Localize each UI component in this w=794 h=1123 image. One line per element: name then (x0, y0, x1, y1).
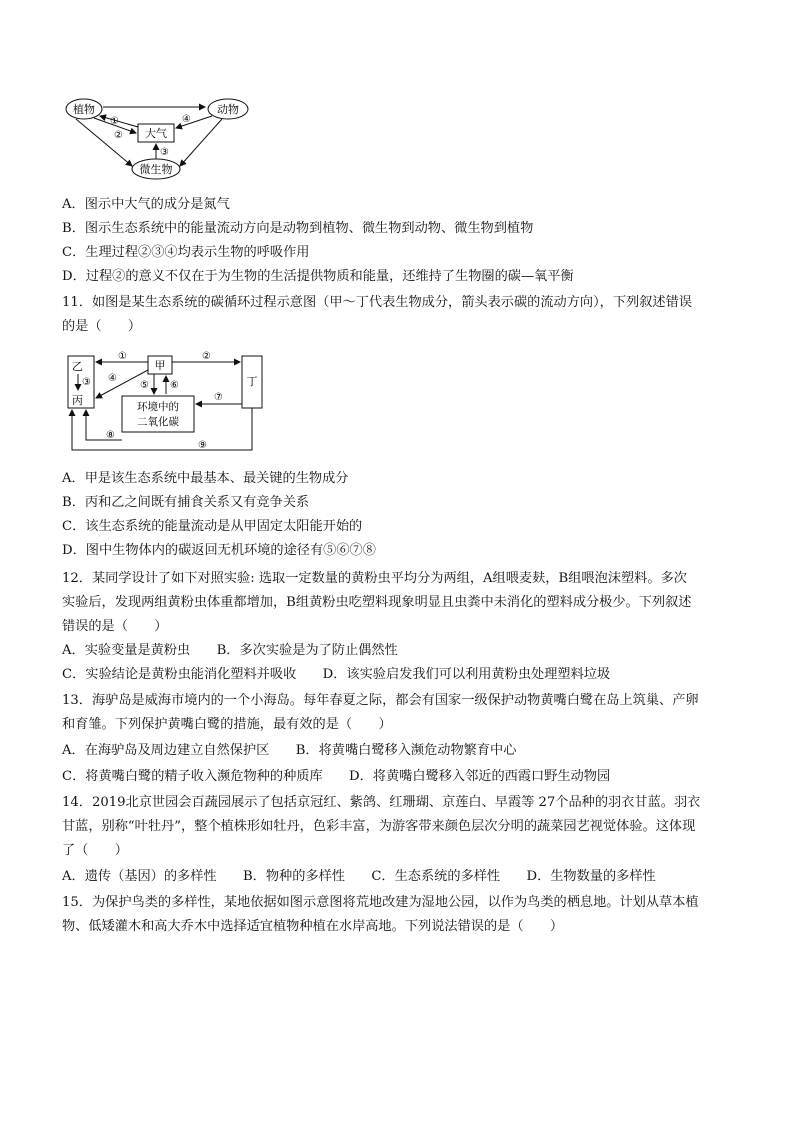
q15-stem-line2: 物、低矮灌木和高大乔木中选择适宜植物种植在水岸高地。下列说法错误的是（ ） (62, 919, 564, 934)
label-yi: 乙 (72, 360, 83, 373)
label-env-line2: 二氧化碳 (137, 416, 179, 428)
node-animal-label: 动物 (217, 103, 239, 116)
q14-stem-line1: 14．2019北京世园会百蔬园展示了包括京冠红、紫鸽、红珊瑚、京莲白、早霞等 27个品种的羽衣甘蓝。羽衣 (62, 795, 701, 810)
carbon-cycle-diagram-1 (62, 92, 252, 180)
label-env-line1: 环境中的 (137, 401, 179, 413)
arrow-9 (72, 408, 252, 450)
q11-stem-line1: 11．如图是某生态系统的碳循环过程示意图（甲～丁代表生物成分，箭头表示碳的流动方向），下列叙述错误 (62, 295, 692, 310)
carbon-cycle-diagram-2 (62, 350, 272, 454)
num-8: ⑧ (106, 430, 115, 441)
num-4: ④ (108, 373, 117, 384)
label-c1: ① (110, 116, 119, 127)
q10-option-d[interactable]: D．过程②的意义不仅在于为生物的生活提供物质和能量，还维持了生物圈的碳—氧平衡 (62, 269, 574, 284)
q12-stem-line3: 错误的是（ ） (62, 619, 168, 634)
q13-options-ab[interactable]: A．在海驴岛及周边建立自然保护区 B．将黄嘴白鹭移入濒危动物繁育中心 (62, 743, 517, 758)
q10-option-c[interactable]: C．生理过程②③④均表示生物的呼吸作用 (62, 245, 310, 260)
q15-stem-line1: 15．为保护鸟类的多样性，某地依据如图示意图将荒地改建为湿地公园，以作为鸟类的栖息地。计划从草本植 (62, 895, 699, 910)
label-bing: 丙 (72, 394, 83, 407)
q12-stem-line2: 实验后，发现两组黄粉虫体重都增加，B组黄粉虫吃塑料现象明显且虫粪中未消化的塑料成分极少。下列叙述 (62, 595, 692, 610)
q14-stem-line3: 了（ ） (62, 843, 128, 858)
q12-options-ab[interactable]: A．实验变量是黄粉虫 B．多次实验是为了防止偶然性 (62, 643, 398, 658)
arrow-atm-plant (100, 116, 138, 127)
node-microbe-label: 微生物 (139, 163, 173, 176)
label-c2: ② (114, 130, 123, 141)
q11-option-b[interactable]: B．丙和乙之间既有捕食关系又有竞争关系 (62, 495, 310, 510)
q10-option-a[interactable]: A．图示中大气的成分是氮气 (62, 197, 230, 212)
num-9: ⑨ (198, 440, 207, 451)
label-c4: ④ (182, 114, 191, 125)
label-ding: 丁 (246, 375, 258, 388)
num-1: ① (118, 351, 127, 362)
q13-stem-line1: 13．海驴岛是威海市境内的一个小海岛。每年春夏之际，都会有国家一级保护动物黄嘴白鹭在岛上筑巢、产卵 (62, 693, 699, 708)
node-plant-label: 植物 (73, 103, 95, 116)
node-atmosphere-label: 大气 (145, 127, 167, 140)
num-7: ⑦ (214, 392, 223, 403)
q13-stem-line2: 和育雏。下列保护黄嘴白鹭的措施，最有效的是（ ） (62, 717, 392, 732)
label-jia: 甲 (154, 359, 166, 372)
q11-option-a[interactable]: A．甲是该生态系统中最基本、最关键的生物成分 (62, 471, 349, 486)
q13-options-cd[interactable]: C．将黄嘴白鹭的精子收入濒危物种的种质库 D．将黄嘴白鹭移入邻近的西霞口野生动物园 (62, 769, 611, 784)
q11-option-c[interactable]: C．该生态系统的能量流动是从甲固定太阳能开始的 (62, 519, 363, 534)
label-c3: ③ (160, 147, 169, 158)
num-3: ③ (82, 377, 91, 388)
num-6: ⑥ (170, 380, 179, 391)
num-5: ⑤ (140, 380, 149, 391)
q12-stem-line1: 12．某同学设计了如下对照实验: 选取一定数量的黄粉虫平均分为两组，A组喂麦麸，B组喂泡沫塑料。多次 (62, 571, 687, 586)
q10-option-b[interactable]: B．图示生态系统中的能量流动方向是动物到植物、微生物到动物、微生物到植物 (62, 221, 534, 236)
arrow-plant-microbe (76, 119, 132, 166)
q11-stem-line2: 的是（ ） (62, 319, 142, 334)
arrow-animal-microbe (180, 119, 222, 166)
num-2: ② (202, 351, 211, 362)
q14-options[interactable]: A．遗传（基因）的多样性 B．物种的多样性 C．生态系统的多样性 D．生物数量的多样性 (62, 869, 656, 884)
q11-option-d[interactable]: D．图中生物体内的碳返回无机环境的途径有⑤⑥⑦⑧ (62, 543, 376, 558)
q12-options-cd[interactable]: C．实验结论是黄粉虫能消化塑料并吸收 D．该实验启发我们可以利用黄粉虫处理塑料垃圾 (62, 667, 611, 682)
q14-stem-line2: 甘蓝，别称“叶牡丹”，整个植株形如牡丹，色彩丰富，为游客带来颜色层次分明的蔬菜园艺视觉体验。这体现 (62, 819, 696, 834)
arrow-8 (86, 410, 122, 440)
